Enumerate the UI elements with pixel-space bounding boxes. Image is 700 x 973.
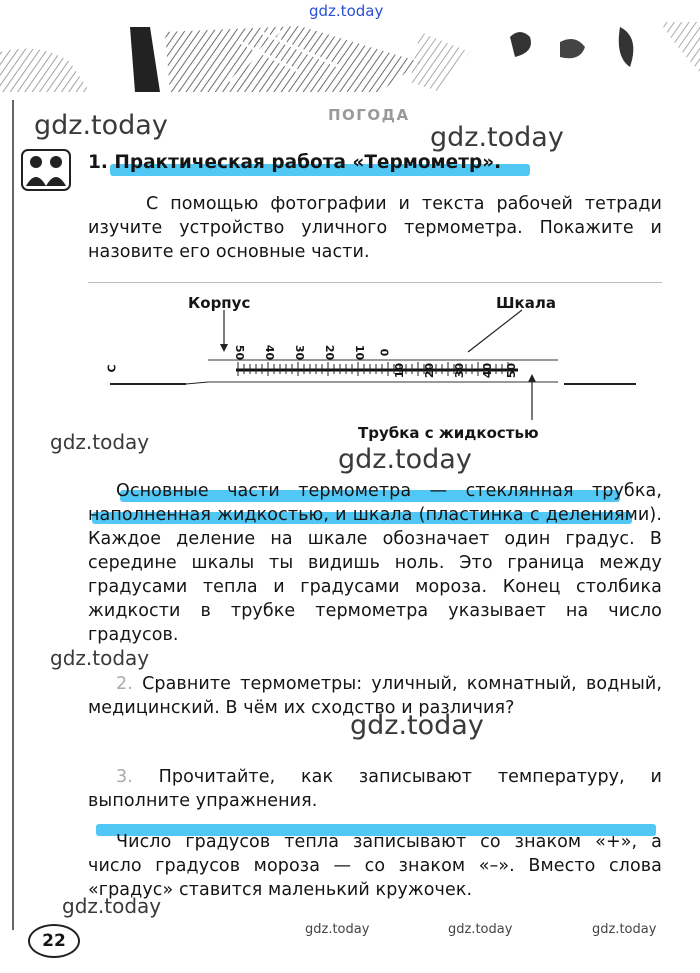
task3-number: 3. — [116, 767, 133, 787]
thermometer-diagram — [88, 300, 662, 425]
scale-label: 50 — [505, 362, 519, 379]
watermark: gdz.today — [50, 430, 150, 454]
watermark: gdz.today — [62, 894, 162, 918]
scale-label: 20 — [323, 344, 337, 361]
task3 — [88, 765, 662, 813]
label-body: Корпус — [188, 294, 251, 312]
task2-number: 2. — [116, 674, 133, 694]
section-title: ПОГОДА — [328, 106, 410, 124]
watermark: gdz.today — [430, 122, 564, 153]
paragraph-temperature-notation: Число градусов тепла записывают со знаком «+», а число градусов мороза — со знаком «–». Вместо слова «градус» ставится маленький кружочек. — [88, 832, 662, 900]
task1-title: 1. Практическая работа «Термометр». — [88, 152, 502, 173]
watermark: gdz.today — [448, 922, 513, 937]
task2-text: Сравните термометры: уличный, комнатный, водный, медицинский. В чём их сходство и различия? — [88, 674, 663, 718]
pair-work-icon — [20, 148, 72, 192]
task1-text: С помощью фотографии и текста рабочей тетради изучите устройство уличного термометра. Покажите и назовите его основные части. — [88, 194, 662, 262]
label-scale: Шкала — [496, 294, 556, 312]
watermark: gdz.today — [350, 710, 484, 741]
scale-label: 40 — [481, 362, 495, 379]
watermark: gdz.today — [338, 444, 472, 475]
label-tube: Трубка с жидкостью — [358, 424, 539, 442]
task3-text: Прочитайте, как записывают температуру, и выполните упражнения. — [88, 767, 662, 811]
scale-unit: C — [105, 364, 119, 373]
watermark: gdz.today — [50, 646, 150, 670]
watermark: gdz.today — [34, 110, 168, 141]
watermark: gdz.today — [305, 922, 370, 937]
scale-label: 30 — [293, 344, 307, 361]
scale-label: 0 — [377, 348, 391, 357]
scale-label: 10 — [393, 362, 407, 379]
diagram-frame-line — [88, 282, 662, 283]
paragraph-thermometer-parts: Основные части термометра — стеклянная трубка, наполненная жидкостью, и шкала (пластинка с делениями). Каждое деление на шкале обозначает один градус. В середине шкалы ты видишь ноль. Это граница между градусами тепла и градусами мороза. Конец столбика жидкости в трубке термометра указывает на число градусов. — [88, 481, 662, 645]
scale-label: 50 — [233, 344, 247, 361]
task2 — [88, 672, 662, 720]
scale-label: 20 — [423, 362, 437, 379]
watermark: gdz.today — [592, 922, 657, 937]
watermark-top: gdz.today — [309, 2, 384, 20]
header-banner-image — [0, 22, 700, 92]
scale-label: 10 — [353, 344, 367, 361]
margin-line — [12, 100, 14, 930]
scale-label: 30 — [453, 362, 467, 379]
scale-label: 40 — [263, 344, 277, 361]
page-number: 22 — [28, 924, 80, 958]
